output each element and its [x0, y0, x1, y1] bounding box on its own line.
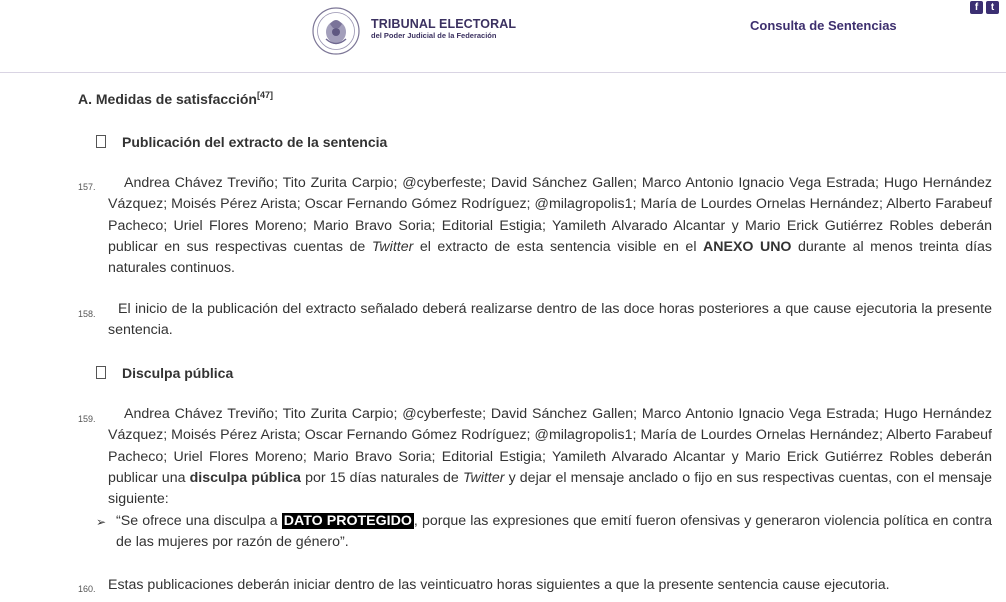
- paragraph-number-157: 157.: [78, 182, 96, 192]
- p159-text-b: por 15 días naturales de: [300, 469, 463, 486]
- consulta-sentencias-link[interactable]: Consulta de Sentencias: [750, 18, 897, 33]
- p157-anexo-uno: ANEXO UNO: [702, 238, 792, 255]
- paragraph-159: [108, 404, 992, 510]
- p157-text-b: el extracto de esta sentencia visible en el: [413, 238, 703, 255]
- checkbox-glyph-icon: [96, 366, 106, 379]
- paragraph-number-158: 158.: [78, 309, 96, 319]
- p159-disculpa-publica: disculpa pública: [189, 469, 301, 486]
- p157-twitter: Twitter: [371, 238, 414, 255]
- section-title: [78, 89, 273, 110]
- subheading-publicacion-text: Publicación del extracto de la sentencia: [122, 134, 388, 150]
- paragraph-160: Estas publicaciones deberán iniciar dentro de las veinticuatro horas siguientes a que la presente sentencia cause ejecutoria.: [108, 577, 890, 593]
- redacted-data-badge: DATO PROTEGIDO: [283, 513, 412, 529]
- site-header: [0, 0, 1006, 73]
- subheading-publicacion: [96, 132, 387, 153]
- paragraph-157: [108, 173, 992, 279]
- paragraph-number-159: 159.: [78, 414, 96, 424]
- subheading-disculpa: [96, 363, 233, 384]
- p157-text-a: Andrea Chávez Treviño; Tito Zurita Carpio; @cyberfeste; David Sánchez Gallen; Marco Antonio Ignacio Vega Estrada; Hugo Hernández Vázquez; Moisés Pérez Arista; Oscar Fernando Gómez Rodríguez; @milagropolis1; María de Lourdes Ornelas Hernández; Alberto Farabeuf Pacheco; Uriel Flores Moreno; Mario Bravo Soria; Editorial Estigia; Yamileth Alvarado Alcantar y Mario Erick Gutiérrez Robles deberán publicar en sus respectivas cuentas de: [108, 175, 992, 255]
- p159-text-c: y dejar el mensaje anclado o fijo en sus respectivas cuentas, con el mensaje siguiente:: [108, 469, 992, 508]
- footnote-ref-47[interactable]: [47]: [256, 90, 273, 100]
- apology-quote: [116, 511, 992, 554]
- quote-text-b: , porque las expresiones que emití fueron ofensivas y generaron violencia política en contra de las mujeres por razón de género”.: [116, 513, 992, 551]
- org-subtitle: del Poder Judicial de la Federación: [371, 31, 497, 40]
- arrow-bullet-icon: ➢: [96, 515, 107, 529]
- quote-text-a: “Se ofrece una disculpa a: [116, 513, 282, 529]
- document-body: [0, 72, 1006, 602]
- checkbox-glyph-icon: [96, 135, 106, 148]
- paragraph-158: El inicio de la publicación del extracto señalado deberá realizarse dentro de las doce horas posteriores a que cause ejecutoria la presente sentencia.: [108, 301, 992, 339]
- section-title-text: A. Medidas de satisfacción: [78, 91, 257, 107]
- twitter-icon[interactable]: t: [986, 1, 999, 14]
- org-name: TRIBUNAL ELECTORAL: [371, 17, 517, 31]
- coat-of-arms-seal: [311, 6, 361, 56]
- paragraph-number-160: 160.: [78, 584, 96, 594]
- p159-twitter: Twitter: [462, 469, 505, 486]
- facebook-icon[interactable]: f: [970, 1, 983, 14]
- p157-text-c: durante al menos treinta días naturales continuos.: [108, 238, 993, 277]
- subheading-disculpa-text: Disculpa pública: [122, 365, 234, 381]
- p159-text-a: Andrea Chávez Treviño; Tito Zurita Carpio; @cyberfeste; David Sánchez Gallen; Marco Antonio Ignacio Vega Estrada; Hugo Hernández Vázquez; Moisés Pérez Arista; Oscar Fernando Gómez Rodríguez; @milagropolis1; María de Lourdes Ornelas Hernández; Alberto Farabeuf Pacheco; Uriel Flores Moreno; Mario Bravo Soria; Editorial Estigia; Yamileth Alvarado Alcantar y Mario Erick Gutiérrez Robles deberán publicar una: [108, 406, 992, 486]
